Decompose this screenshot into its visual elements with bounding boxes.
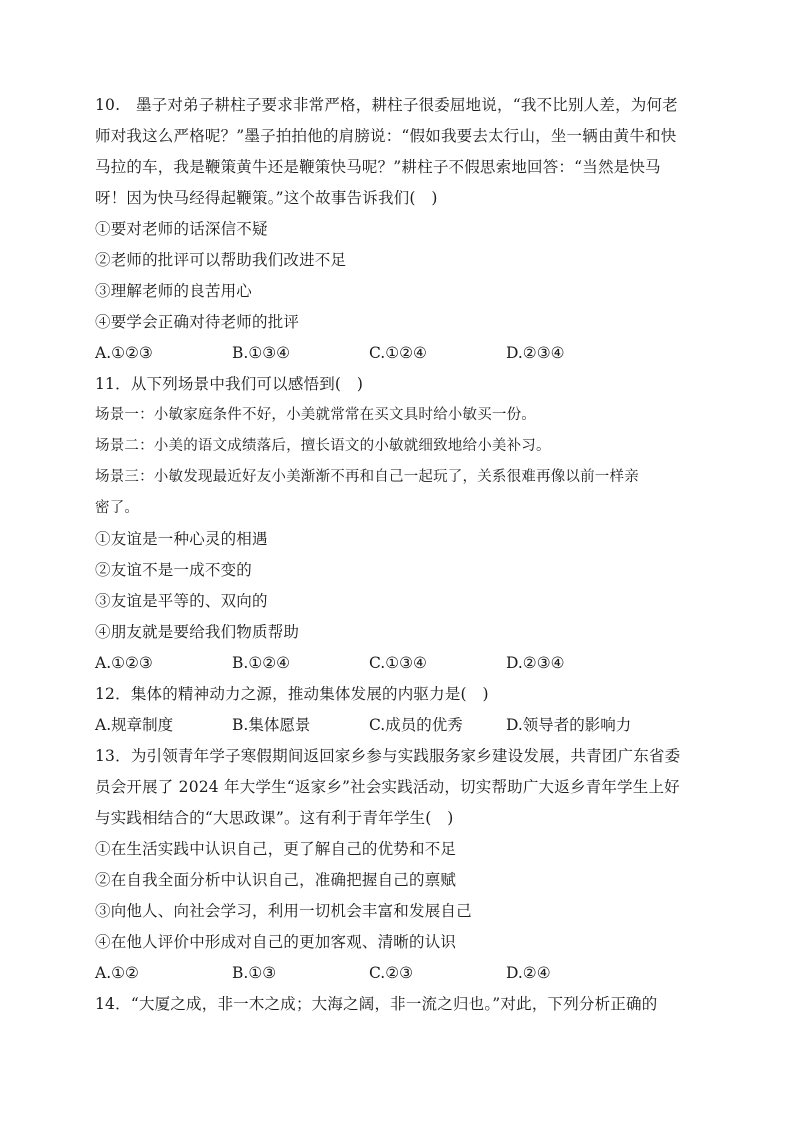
question-11-choice-a[interactable]: A.①②③ [95,654,153,672]
question-10-choice-d[interactable]: D.②③④ [506,344,565,362]
question-12-choice-a[interactable]: A.规章制度 [95,716,174,734]
question-13-statement-2: ②在自我全面分析中认识自己，准确把握自己的禀赋 [95,871,457,889]
question-13-statement-3: ③向他人、向社会学习，利用一切机会丰富和发展自己 [95,902,472,920]
question-12-stem: 12．集体的精神动力之源，推动集体发展的内驱力是( ) [95,685,489,703]
question-10-stem-line-2: 师对我这么严格呢？”墨子拍拍他的肩膀说：“假如我要去太行山，坐一辆由黄牛和快 [95,127,677,145]
question-10 [95,90,705,369]
question-13-choice-d[interactable]: D.②④ [506,964,551,982]
question-12-choice-c[interactable]: C.成员的优秀 [369,716,463,734]
exam-page [95,90,705,1020]
question-11-statement-2: ②友谊不是一成不变的 [95,561,253,579]
question-10-stem-line-4: 呀！因为快马经得起鞭策。”这个故事告诉我们( ) [95,189,438,207]
question-10-statement-1: ①要对老师的话深信不疑 [95,220,268,238]
question-13-stem-line-3: 与实践相结合的“大思政课”。这有利于青年学生( ) [95,809,454,827]
question-11-scene-3: 场景三：小敏发现最近好友小美渐渐不再和自己一起玩了，关系很难再像以前一样亲 [95,469,639,485]
question-12-choices [95,710,705,741]
question-13-choice-b[interactable]: B.①③ [232,964,277,982]
question-11-choice-c[interactable]: C.①③④ [369,654,427,672]
question-11-statement-1: ①友谊是一种心灵的相遇 [95,530,268,548]
question-12-choice-b[interactable]: B.集体愿景 [232,716,311,734]
question-10-choices [95,338,705,369]
question-13-statement-4: ④在他人评价中形成对自己的更加客观、清晰的认识 [95,933,457,951]
question-14-stem: 14．“大厦之成，非一木之成；大海之阔，非一流之归也。”对此，下列分析正确的 [95,995,658,1013]
question-11-statement-4: ④朋友就是要给我们物质帮助 [95,623,300,641]
question-10-choice-a[interactable]: A.①②③ [95,344,153,362]
question-13-stem-line-2: 员会开展了 2024 年大学生“返家乡”社会实践活动，切实帮助广大返乡青年学生上好 [95,778,680,796]
question-10-statement-4: ④要学会正确对待老师的批评 [95,313,300,331]
question-13-statement-1: ①在生活实践中认识自己，更了解自己的优势和不足 [95,840,457,858]
question-11-choice-b[interactable]: B.①②④ [232,654,291,672]
question-13 [95,741,705,989]
question-14 [95,989,705,1020]
question-11-scene-1: 场景一：小敏家庭条件不好，小美就常常在买文具时给小敏买一份。 [95,407,536,423]
question-11-statement-3: ③友谊是平等的、双向的 [95,592,268,610]
question-13-choice-c[interactable]: C.②③ [369,964,414,982]
question-12 [95,679,705,741]
question-10-statement-2: ②老师的批评可以帮助我们改进不足 [95,251,347,269]
question-13-stem-line-1: 13．为引领青年学子寒假期间返回家乡参与实践服务家乡建设发展，共青团广东省委 [95,747,681,765]
question-13-choice-a[interactable]: A.①② [95,964,139,982]
question-12-choice-d[interactable]: D.领导者的影响力 [506,716,632,734]
question-11 [95,369,705,679]
question-13-choices [95,958,705,989]
question-10-statement-3: ③理解老师的良苦用心 [95,282,253,300]
question-10-stem-line-1: 10. 墨子对弟子耕柱子要求非常严格，耕柱子很委屈地说，“我不比别人差，为何老 [95,96,678,114]
question-11-choices [95,648,705,679]
question-10-choice-c[interactable]: C.①②④ [369,344,427,362]
question-11-stem: 11．从下列场景中我们可以感悟到( ) [95,375,364,393]
question-11-choice-d[interactable]: D.②③④ [506,654,565,672]
question-11-scene-2: 场景二：小美的语文成绩落后，擅长语文的小敏就细致地给小美补习。 [95,438,551,454]
question-10-choice-b[interactable]: B.①③④ [232,344,291,362]
question-11-scene-3-cont: 密了。 [95,500,140,516]
question-10-stem-line-3: 马拉的车，我是鞭策黄牛还是鞭策快马呢？”耕柱子不假思索地回答：“当然是快马 [95,158,661,176]
